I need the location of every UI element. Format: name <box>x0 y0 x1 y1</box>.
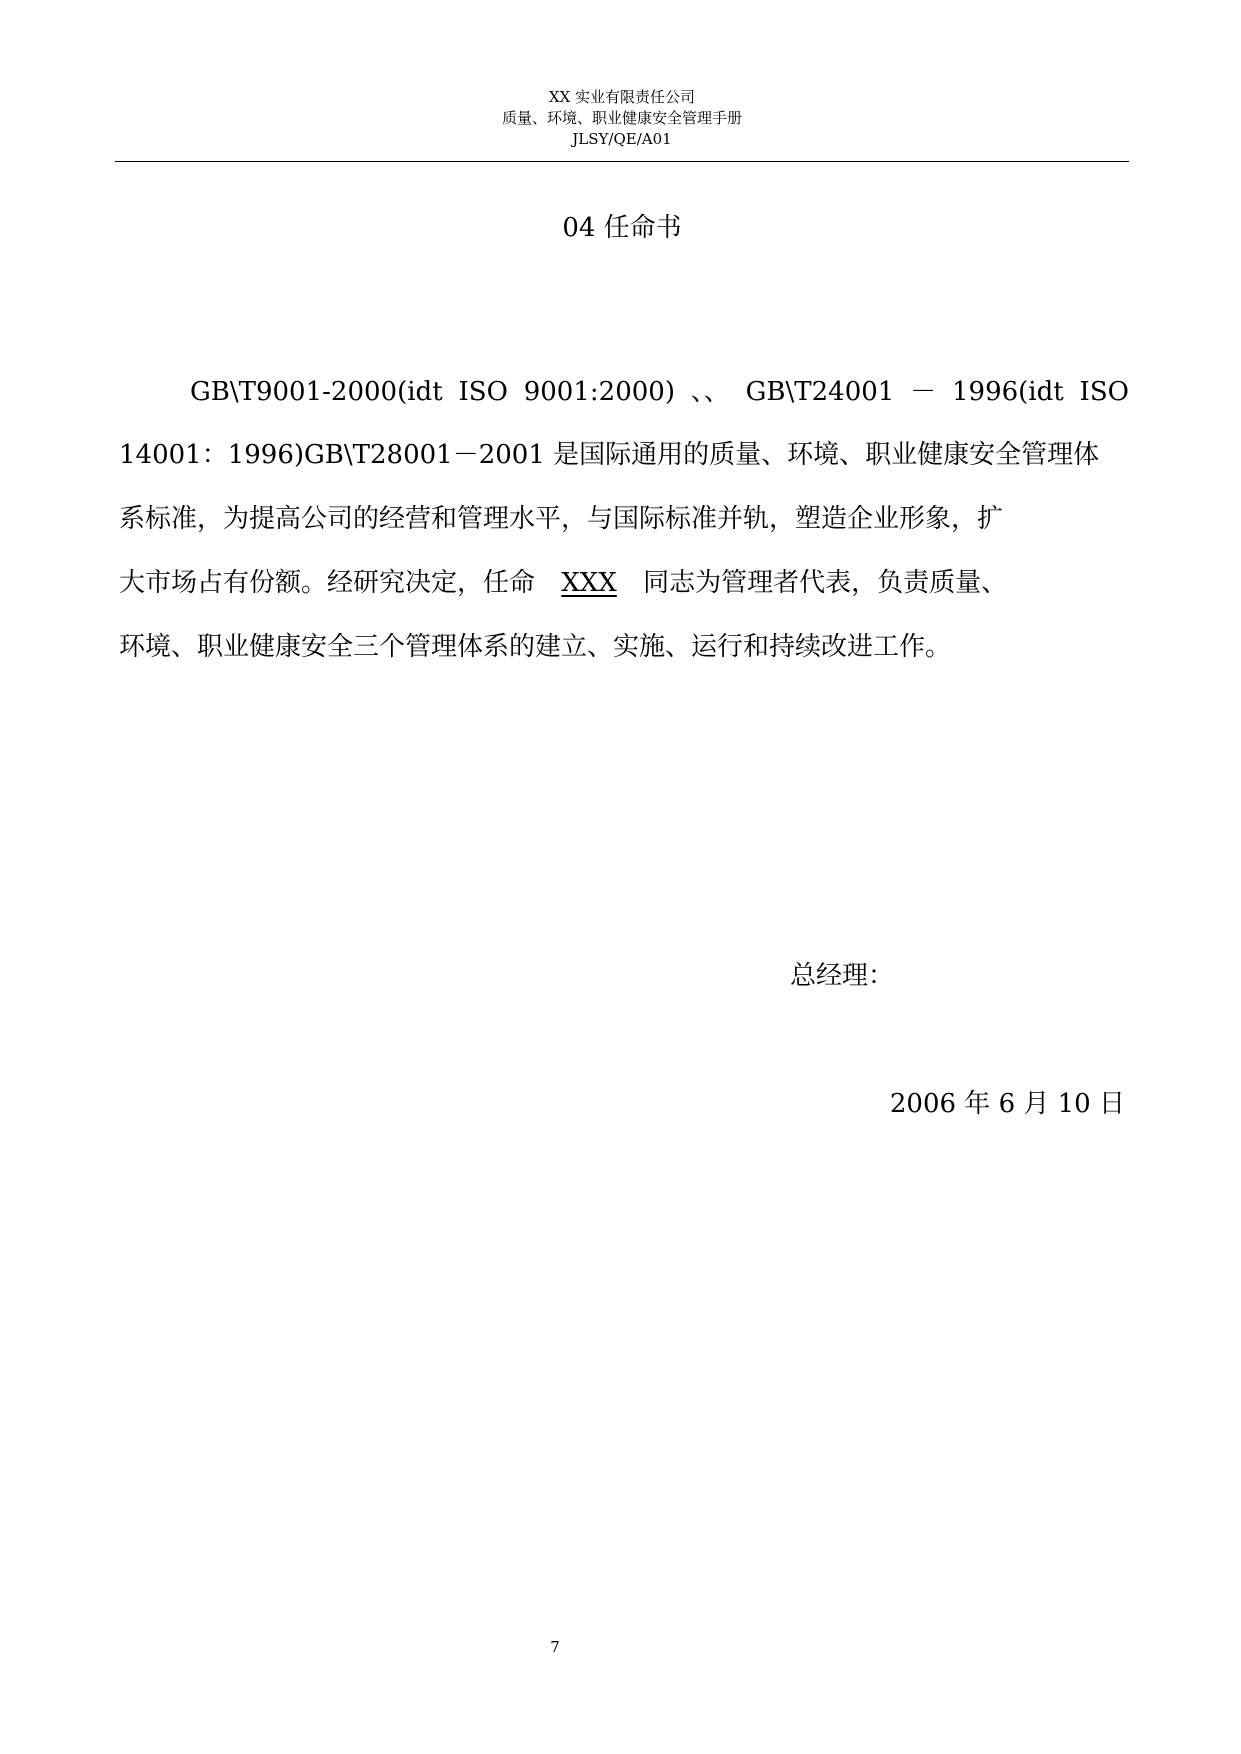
standard-ref-segment: 、、 <box>690 377 730 407</box>
standard-ref-segment: － <box>910 377 937 407</box>
standard-ref-segment: 9001:2000) <box>523 377 675 407</box>
standard-ref-segment: GB\T24001 <box>745 377 895 407</box>
standard-ref-segment: GB\T9001-2000(idt <box>190 377 443 407</box>
paragraph-line-3: 系标准，为提高公司的经营和管理水平，与国际标准并轨，塑造企业形象，扩 <box>119 504 1004 534</box>
document-title: 04 任命书 <box>562 213 682 243</box>
general-manager-label: 总经理： <box>790 961 895 991</box>
manual-title: 质量、环境、职业健康安全管理手册 <box>501 109 742 127</box>
appointee-name: XXX <box>561 568 617 598</box>
header-divider <box>115 161 1129 162</box>
paragraph-line-1 <box>119 372 1129 412</box>
paragraph-line-5: 环境、职业健康安全三个管理体系的建立、实施、运行和持续改进工作。 <box>119 632 952 662</box>
page-header <box>115 87 1129 150</box>
paragraph-line-4 <box>119 563 1129 603</box>
standard-ref-segment: ISO <box>458 377 508 407</box>
paragraph-line-2: 14001：1996)GB\T28001－2001 是国际通用的质量、环境、职业健康安全管理体 <box>119 440 1100 470</box>
signature-date: 2006 年 6 月 10 日 <box>889 1089 1125 1119</box>
company-name: XX 实业有限责任公司 <box>548 88 696 106</box>
standard-ref-segment: ISO <box>1079 377 1129 407</box>
appointment-text-continued: 同志为管理者代表，负责质量、 <box>643 568 1008 598</box>
page-number: 7 <box>550 1638 560 1656</box>
document-code: JLSY/QE/A01 <box>572 130 672 148</box>
standard-ref-segment: 1996(idt <box>952 377 1064 407</box>
appointment-text: 大市场占有份额。经研究决定，任命 <box>119 568 536 598</box>
